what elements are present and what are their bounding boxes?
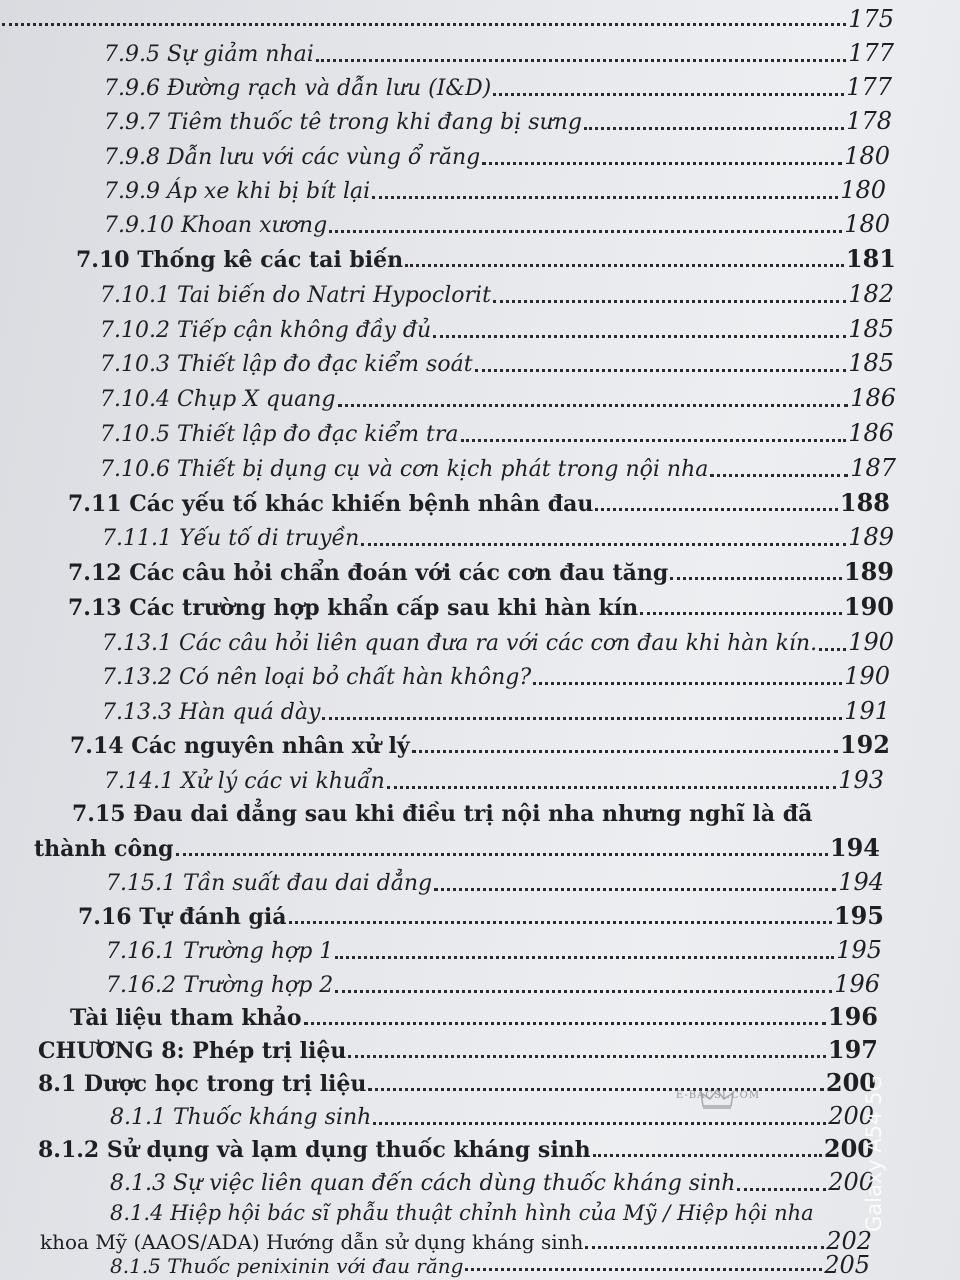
page-number: 200 (823, 1134, 874, 1163)
leader-dots (335, 952, 834, 959)
toc-entry: khoa Mỹ (AAOS/ADA) Hướng dẫn sử dụng kháng sinh 202 (40, 1227, 872, 1255)
leader-dots (373, 1118, 826, 1125)
toc-entry: 7.9.5 Sự giảm nhai 177 (104, 39, 894, 67)
page-number: 180 (840, 176, 886, 204)
leader-dots (593, 1150, 822, 1157)
leader-dots (595, 504, 838, 511)
toc-entry: 7.9.6 Đường rạch và dẫn lưu (I&D) 177 (104, 73, 892, 101)
toc-entry: 7.10.1 Tai biến do Natri Hypoclorit 182 (100, 280, 894, 308)
page-number: 191 (844, 697, 890, 725)
page-number: 187 (850, 454, 896, 482)
toc-entry: 7.10.5 Thiết lập đo đạc kiểm tra 186 (100, 419, 894, 447)
leader-dots (361, 539, 846, 546)
page-number: 182 (848, 280, 894, 308)
leader-dots (493, 296, 846, 303)
leader-dots (584, 123, 844, 130)
toc-section: 7.13 Các trường hợp khẩn cấp sau khi hàn kín 190 (68, 592, 894, 621)
leader-dots (338, 400, 849, 407)
leader-dots (412, 746, 838, 753)
toc-entry: 7.11.1 Yếu tố di truyền 189 (102, 523, 894, 551)
toc-entry: 7.9.10 Khoan xương 180 (104, 210, 890, 238)
page-number: 186 (850, 384, 896, 412)
leader-dots (387, 782, 836, 789)
toc-entry-line1: 8.1.4 Hiệp hội bác sĩ phẫu thuật chỉnh hình của Mỹ / Hiệp hội nha (110, 1201, 814, 1225)
page-number: 205 (824, 1251, 870, 1279)
page-number: 196 (834, 970, 880, 998)
toc-entry: 7.10.4 Chụp X quang 186 (100, 384, 896, 412)
page-number: 186 (848, 419, 894, 447)
toc-entry: 7.9.8 Dẫn lưu với các vùng ổ răng 180 (104, 142, 890, 170)
toc-entry: 7.15.1 Tần suất đau dai dẳng 194 (106, 868, 884, 896)
page-number: 195 (833, 901, 884, 930)
toc-entry (0, 4, 894, 34)
leader-dots (533, 678, 842, 685)
page-number: 200 (828, 1102, 874, 1130)
page-number: 197 (827, 1035, 878, 1064)
site-watermark: E-BACSI.COM (675, 1090, 761, 1101)
toc-entry: 7.9.7 Tiêm thuốc tê trong khi đang bị sưng 178 (104, 107, 892, 135)
leader-dots (461, 435, 847, 442)
page-number: 181 (845, 244, 896, 273)
page-number: 175 (848, 5, 894, 33)
leader-dots (433, 331, 846, 338)
page-number: 177 (846, 73, 892, 101)
leader-dots (316, 55, 846, 62)
toc-section: thành công 194 (34, 833, 880, 862)
toc-chapter: CHƯƠNG 8: Phép trị liệu 197 (38, 1035, 878, 1064)
leader-dots (737, 1184, 826, 1191)
page-number: 190 (848, 628, 894, 656)
toc-entry: 7.14.1 Xử lý các vi khuẩn 193 (104, 766, 884, 794)
toc-section: 7.10 Thống kê các tai biến 181 (76, 244, 896, 273)
page-number: 192 (839, 730, 890, 759)
toc-entry: 7.13.2 Có nên loại bỏ chất hàn không? 190 (102, 662, 890, 690)
toc-section: 8.1 Dược học trong trị liệu 200 (38, 1068, 876, 1097)
page-number: 196 (827, 1002, 878, 1031)
toc-entry: 8.1.1 Thuốc kháng sinh 200 (110, 1102, 874, 1130)
page-number: 178 (846, 107, 892, 135)
page-number: 189 (848, 523, 894, 551)
leader-dots (304, 1018, 826, 1025)
leader-dots (482, 158, 842, 165)
leader-dots (322, 713, 842, 720)
page-number: 193 (838, 766, 884, 794)
leader-dots (2, 19, 846, 26)
toc-section-line1: 7.15 Đau dai dẳng sau khi điều trị nội nha nhưng nghĩ là đã (72, 801, 813, 827)
leader-dots (434, 884, 836, 891)
leader-dots (465, 1264, 822, 1271)
toc-entry: 8.1.3 Sự việc liên quan đến cách dùng thuốc kháng sinh 200 (110, 1168, 874, 1196)
toc-entry: 7.13.1 Các câu hỏi liên quan đưa ra với các cơn đau khi hàn kín. 190 (102, 628, 894, 656)
toc-entry: 7.10.3 Thiết lập đo đạc kiểm soát 185 (100, 349, 894, 377)
leader-dots (405, 260, 844, 267)
page-number: 180 (844, 210, 890, 238)
page-number: 185 (848, 315, 894, 343)
toc-section: 7.14 Các nguyên nhân xử lý 192 (70, 730, 890, 759)
toc-section: 8.1.2 Sử dụng và lạm dụng thuốc kháng sinh 200 (38, 1134, 874, 1163)
toc-entry: 7.10.2 Tiếp cận không đầy đủ 185 (100, 315, 894, 343)
page-number: 185 (848, 349, 894, 377)
leader-dots (176, 849, 828, 856)
page-number: 202 (826, 1227, 872, 1255)
page-number: 194 (838, 868, 884, 896)
page-number: 200 (825, 1068, 876, 1097)
toc-entry: 7.10.6 Thiết bị dụng cụ và cơn kịch phát trong nội nha 187 (100, 454, 896, 482)
toc-entry: 7.9.9 Áp xe khi bị bít lại 180 (104, 176, 886, 204)
page-number: 177 (848, 39, 894, 67)
leader-dots (585, 1242, 824, 1249)
leader-dots (493, 89, 844, 96)
page-number: 190 (844, 662, 890, 690)
toc-entry: 8.1.5 Thuốc penixinin với đau răng 205 (110, 1251, 870, 1279)
toc-entry: 7.13.3 Hàn quá dày 191 (102, 697, 890, 725)
page-number: 194 (829, 833, 880, 862)
leader-dots (819, 644, 846, 651)
page-number: 195 (836, 936, 882, 964)
toc-entry: 7.16.2 Trường hợp 2 196 (106, 970, 880, 998)
leader-dots (670, 573, 842, 580)
page-number: 189 (843, 557, 894, 586)
page-number: 200 (828, 1168, 874, 1196)
toc-section: Tài liệu tham khảo 196 (70, 1002, 878, 1031)
leader-dots (640, 608, 842, 615)
leader-dots (475, 365, 847, 372)
toc-entry: 7.16.1 Trường hợp 1 195 (106, 936, 882, 964)
leader-dots (372, 192, 838, 199)
leader-dots (348, 1051, 826, 1058)
page-number: 190 (843, 592, 894, 621)
page-number: 180 (844, 142, 890, 170)
leader-dots (329, 226, 842, 233)
device-watermark: Galaxy A54 5G (862, 1075, 886, 1232)
toc-section: 7.16 Tự đánh giá 195 (78, 901, 884, 930)
leader-dots (335, 986, 832, 993)
leader-dots (710, 470, 848, 477)
toc-section: 7.12 Các câu hỏi chẩn đoán với các cơn đau tăng 189 (68, 557, 894, 586)
page-number: 188 (839, 488, 890, 517)
toc-section: 7.11 Các yếu tố khác khiến bệnh nhân đau 188 (68, 488, 890, 517)
leader-dots (289, 917, 832, 924)
